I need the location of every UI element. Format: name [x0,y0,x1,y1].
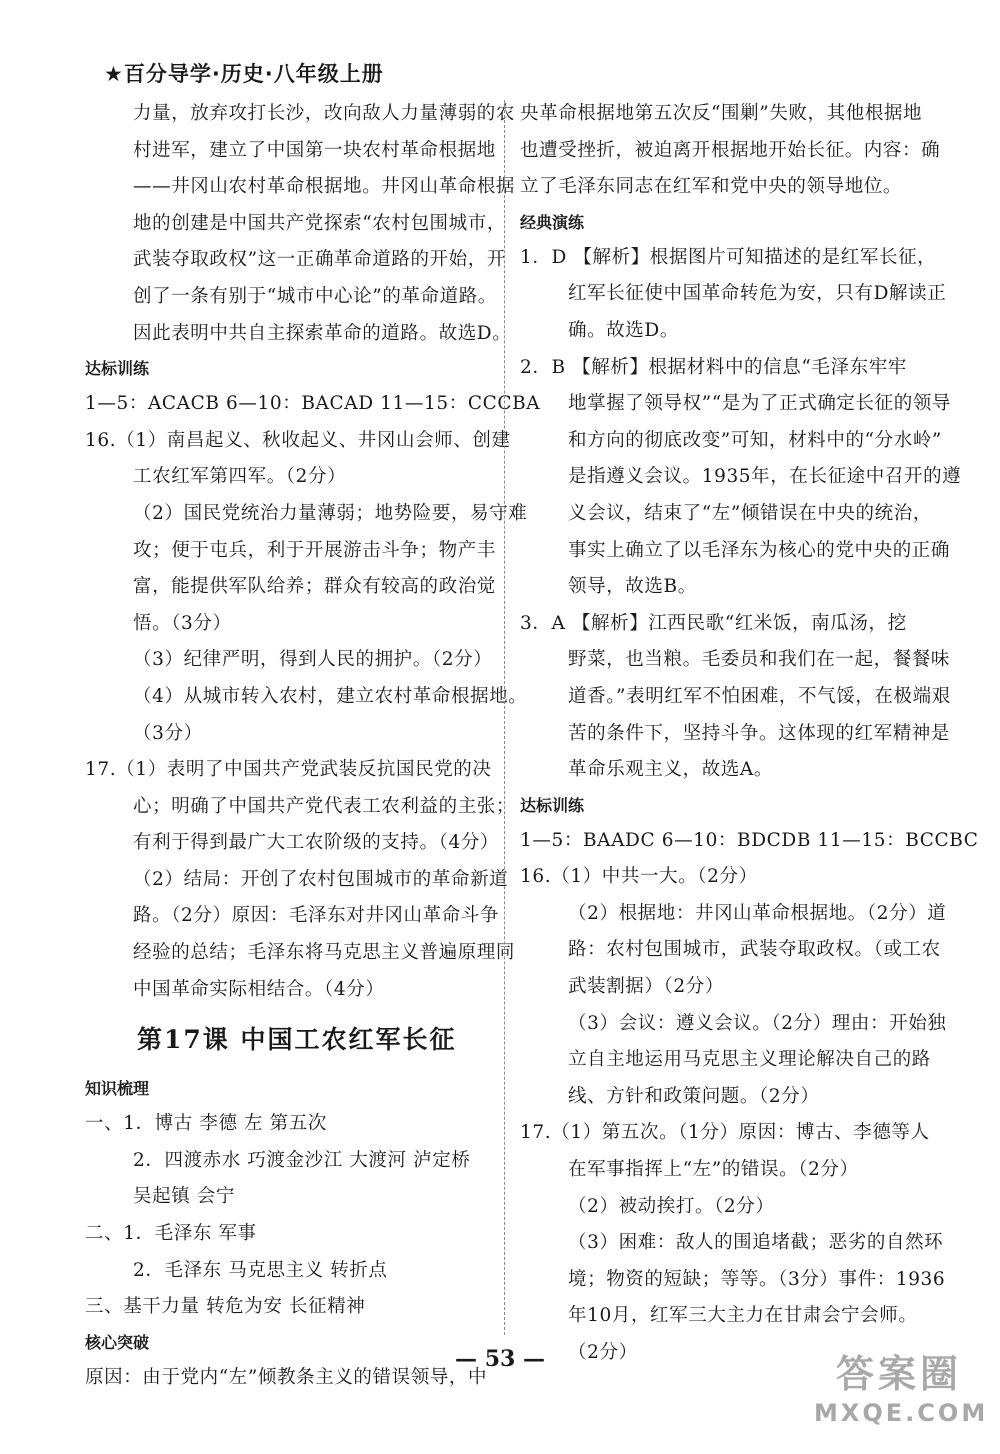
right-column [520,96,979,1372]
text-line: （3分） [133,722,203,744]
text-line: 2．毛泽东 马克思主义 转折点 [133,1259,388,1281]
text-line: 富，能提供军队给养；群众有较高的政治觉 [133,576,496,598]
text-line: 一、1．博古 李德 左 第五次 [85,1113,327,1135]
text-line: 中国革命实际相结合。（4分） [133,978,385,1000]
page-number: — 53 — [455,1346,545,1372]
text-line: 经验的总结；毛泽东将马克思主义普遍原理同 [133,942,516,964]
text-line: 2．四渡赤水 巧渡金沙江 大渡河 泸定桥 [133,1149,471,1171]
text-line: （2）根据地：井冈山革命根据地。（2分）道 [568,902,947,924]
text-line: 创了一条有别于“城市中心论”的革命道路。 [133,285,497,307]
text-line: 有利于得到最广大工农阶级的支持。（4分） [133,832,500,854]
text-line: 攻；便于屯兵，利于开展游击斗争；物产丰 [133,539,496,561]
text-line: 苦的条件下，坚持斗争。这体现的红军精神是 [568,722,951,744]
text-line: 立自主地运用马克思主义理论解决自己的路 [568,1049,931,1071]
text-line: 16.（1）南昌起义、秋收起义、井冈山会师、创建 [85,429,511,451]
text-line: 领导，故选B。 [568,576,697,598]
text-line: 地掌握了领导权”“是为了正式确定长征的领导 [568,393,952,415]
watermark-bottom-text: MXQE.COM [814,1399,989,1427]
text-line: 原因：由于党内“左”倾教条主义的错误领导，中 [85,1366,488,1388]
text-line: 1．D 【解析】根据图片可知描述的是红军长征， [520,246,937,268]
text-line: 2．B 【解析】根据材料中的信息“毛泽东牢牢 [520,356,907,378]
column-divider [504,100,505,1335]
text-line: 武装夺取政权”这一正确革命道路的开始，开 [133,249,506,271]
text-line: 道香。”表明红军不怕困难，不气馁，在极端艰 [568,685,951,707]
text-line: （2）结局：开创了农村包围城市的革命新道 [133,868,509,890]
text-line: 武装割据）（2分） [568,976,724,998]
text-line: 3．A 【解析】江西民歌“红米饭，南瓜汤，挖 [520,612,907,634]
text-line: 心；明确了中国共产党代表工农利益的主张； [133,795,516,817]
text-line: 17.（1）表明了中国共产党武装反抗国民党的决 [85,759,492,781]
text-line: 事实上确立了以毛泽东为核心的党中央的正确 [568,539,951,561]
text-line: 在军事指挥上“左”的错误。（2分） [568,1159,859,1181]
text-line: 是指遵义会议。1935年，在长征途中召开的遵 [568,466,962,488]
text-line: 立了毛泽东同志在红军和党中央的领导地位。 [520,176,903,198]
text-line: 悟。（3分） [133,612,232,634]
text-line: ——井冈山农村革命根据地。井冈山革命根据 [133,176,516,198]
text-line: 义会议，结束了“左”倾错误在中央的统治， [568,502,932,524]
text-line: 和方向的彻底改变”可知，材料中的“分水岭” [568,429,942,451]
text-line: 路。（2分）原因：毛泽东对井冈山革命斗争 [133,905,500,927]
watermark-logo [814,1350,989,1438]
text-line: 吴起镇 会宁 [133,1186,235,1208]
text-line: （2分） [568,1342,638,1363]
text-line: 野菜，也当粮。毛委员和我们在一起，餐餐味 [568,649,951,671]
text-line: 1—5：BAADC 6—10：BDCDB 11—15：BCCBC [520,829,979,851]
text-line: （3）纪律严明，得到人民的拥护。（2分） [133,649,493,671]
text-line: 三、基干力量 转危为安 长征精神 [85,1296,366,1318]
text-line: 工农红军第四军。（2分） [133,466,347,488]
text-line: （2）国民党统治力量薄弱；地势险要，易守难 [133,502,528,524]
text-line: 地的创建是中国共产党探索“农村包围城市， [133,212,506,234]
text-line: 二、1．毛泽东 军事 [85,1223,257,1245]
text-line: 力量，放弃攻打长沙，改向敌人力量薄弱的农 [133,103,516,124]
text-line: 红军长征使中国革命转危为安，只有D解读正 [568,283,947,305]
section-heading: 经典演练 [520,212,585,232]
text-line: 村进军，建立了中国第一块农村革命根据地 [133,139,496,161]
text-line: 因此表明中共自主探索革命的道路。故选D。 [133,322,512,344]
text-line: （2）被动挨打。（2分） [568,1195,775,1217]
text-line: 境；物资的短缺；等等。（3分）事件：1936 [568,1268,946,1290]
text-line: （3）困难：敌人的围追堵截；恶劣的自然环 [568,1232,944,1254]
text-line: 路：农村包围城市，武装夺取政权。（或工农 [568,939,941,961]
section-heading: 达标训练 [85,359,150,379]
text-line: 17.（1）第五次。（1分）原因：博古、李德等人 [520,1122,930,1144]
watermark-top-text: 答案圈 [835,1352,962,1396]
text-line: （3）会议：遵义会议。（2分）理由：开始独 [568,1012,947,1034]
text-line: 1—5：ACACB 6—10：BACAD 11—15：CCCBA [85,393,541,415]
text-line: 革命乐观主义，故选A。 [568,759,773,781]
section-heading: 达标训练 [520,795,585,815]
lesson-title: 第17课 中国工农红军长征 [137,1025,457,1055]
text-line: 16.（1）中共一大。（2分） [520,866,758,888]
text-line: 年10月，红军三大主力在甘肃会宁会师。 [568,1305,918,1327]
section-heading: 知识梳理 [85,1079,150,1099]
text-line: 确。故选D。 [568,319,679,341]
section-heading: 核心突破 [85,1332,150,1352]
text-line: 线、方针和政策问题。（2分） [568,1085,820,1107]
text-line: 也遭受挫折，被迫离开根据地开始长征。内容：确 [520,139,941,161]
text-line: 央革命根据地第五次反“围剿”失败，其他根据地 [520,103,923,124]
text-line: （4）从城市转入农村，建立农村革命根据地。 [133,685,528,707]
book-header-title: ★百分导学·历史·八年级上册 [104,62,384,86]
